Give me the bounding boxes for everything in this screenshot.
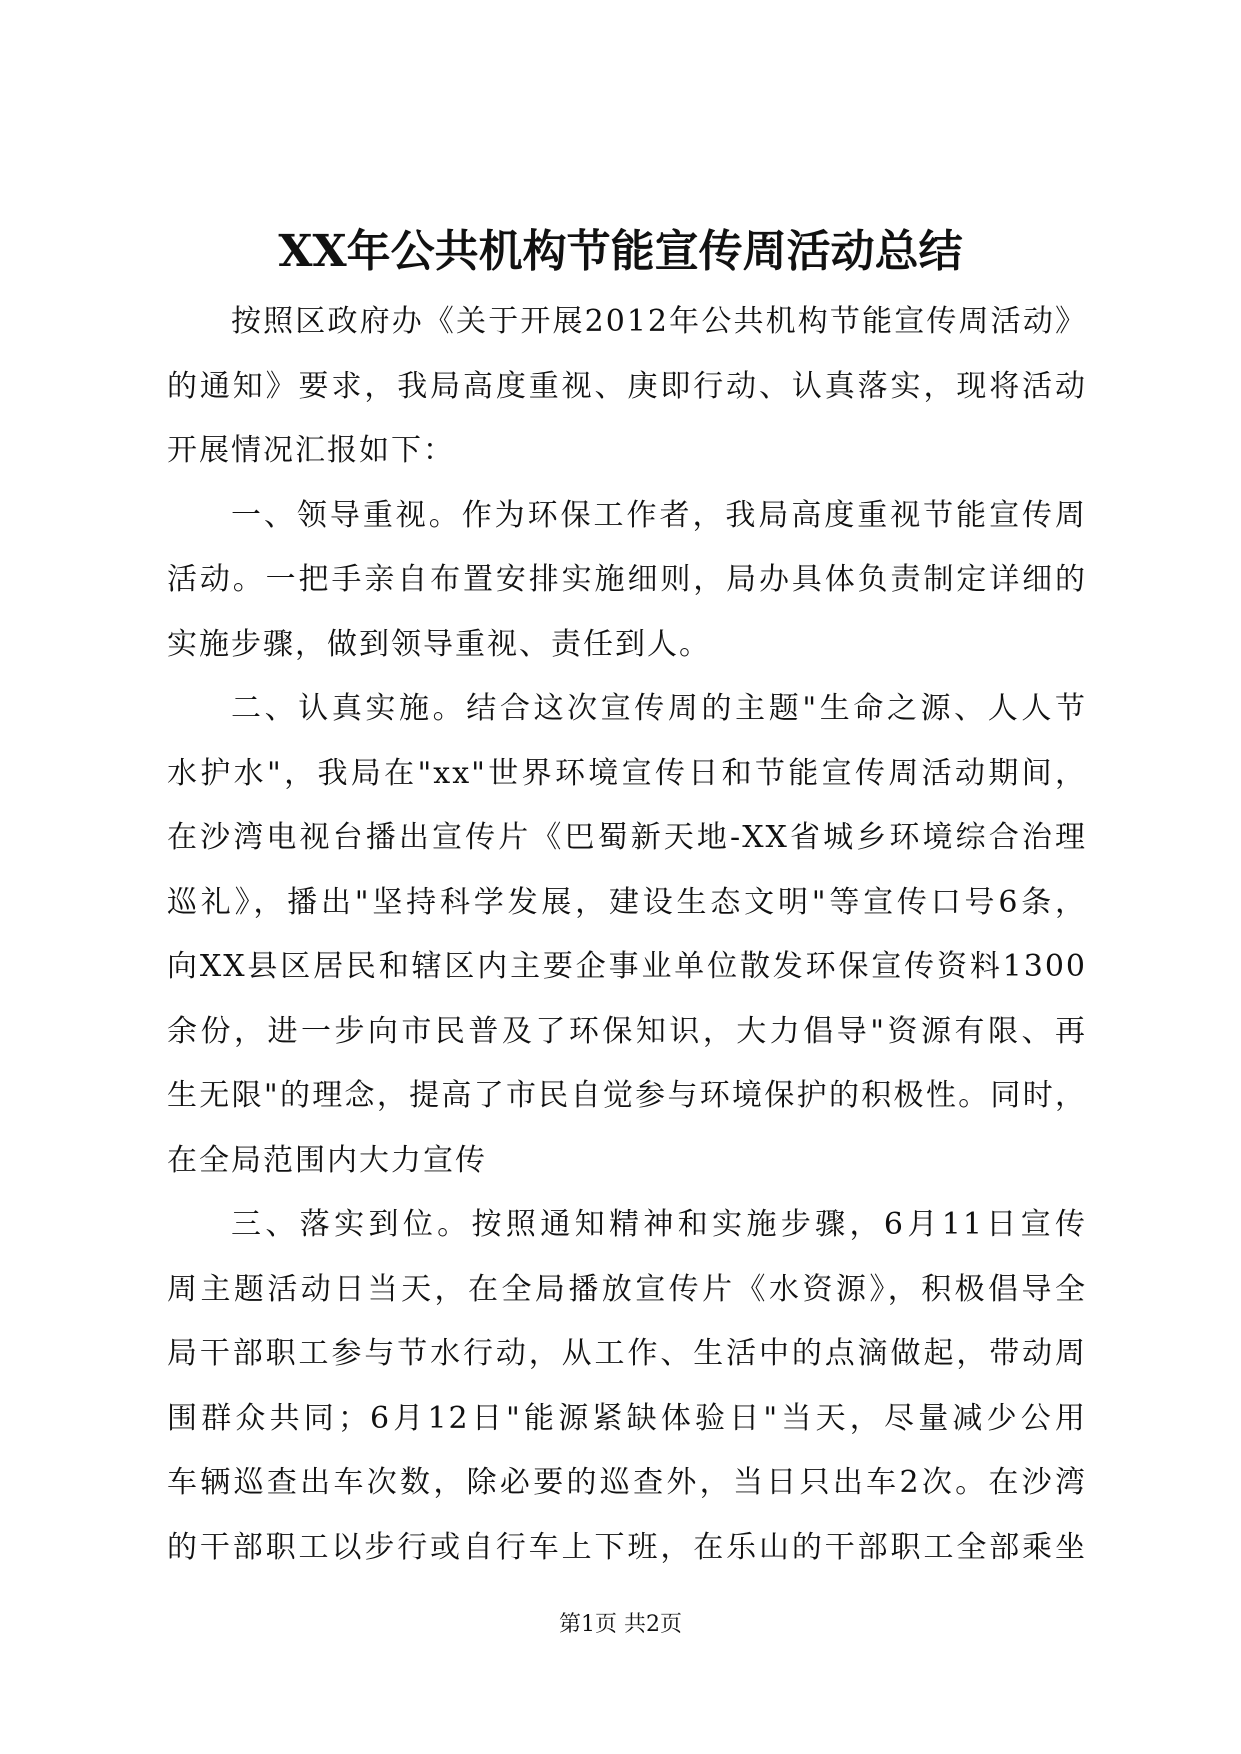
paragraph-execution — [167, 1193, 1087, 1580]
text-line: 生无限"的理念，提高了市民自觉参与环境保护的积极性。同时， — [167, 1078, 1087, 1113]
text-line: 的通知》要求，我局高度重视、庚即行动、认真落实，现将活动 — [167, 368, 1087, 404]
paragraph-leadership — [167, 484, 1087, 678]
text-line: 水护水"，我局在"xx"世界环境宣传日和节能宣传周活动期间， — [167, 755, 1087, 791]
text-line: 实施步骤，做到领导重视、责任到人。 — [167, 626, 711, 662]
text-line: 局干部职工参与节水行动，从工作、生活中的点滴做起，带动周 — [167, 1336, 1087, 1371]
text-line: 按照区政府办《关于开展2012年公共机构节能宣传周活动》 — [231, 304, 1087, 339]
text-line: 二、认真实施。结合这次宣传周的主题"生命之源、人人节 — [231, 691, 1087, 726]
text-line: 在沙湾电视台播出宣传片《巴蜀新天地-XX省城乡环境综合治理 — [167, 820, 1087, 855]
text-line: 一、领导重视。作为环保工作者，我局高度重视节能宣传周 — [231, 497, 1087, 533]
text-line: 三、落实到位。按照通知精神和实施步骤，6月11日宣传 — [231, 1207, 1087, 1242]
text-line: 的干部职工以步行或自行车上下班，在乐山的干部职工全部乘坐 — [167, 1529, 1087, 1565]
document-title: XX年公共机构节能宣传周活动总结 — [278, 226, 963, 277]
document-body — [167, 290, 1087, 1580]
paragraph-intro — [167, 290, 1087, 484]
page-footer: 第1页 共2页 — [559, 1612, 682, 1637]
text-line: 围群众共同；6月12日"能源紧缺体验日"当天，尽量减少公用 — [167, 1400, 1087, 1436]
text-line: 在全局范围内大力宣传 — [167, 1142, 487, 1178]
text-line: 开展情况汇报如下： — [167, 433, 455, 468]
text-line: 向XX县区居民和辖区内主要企事业单位散发环保宣传资料1300 — [167, 949, 1087, 984]
text-line: 活动。一把手亲自布置安排实施细则，局办具体负责制定详细的 — [167, 562, 1087, 597]
text-line: 巡礼》，播出"坚持科学发展，建设生态文明"等宣传口号6条， — [167, 884, 1087, 920]
text-line: 车辆巡查出车次数，除必要的巡查外，当日只出车2次。在沙湾 — [167, 1465, 1087, 1500]
text-line: 余份，进一步向市民普及了环保知识，大力倡导"资源有限、再 — [167, 1013, 1087, 1049]
paragraph-implementation — [167, 677, 1087, 1193]
text-line: 周主题活动日当天，在全局播放宣传片《水资源》，积极倡导全 — [167, 1271, 1087, 1307]
